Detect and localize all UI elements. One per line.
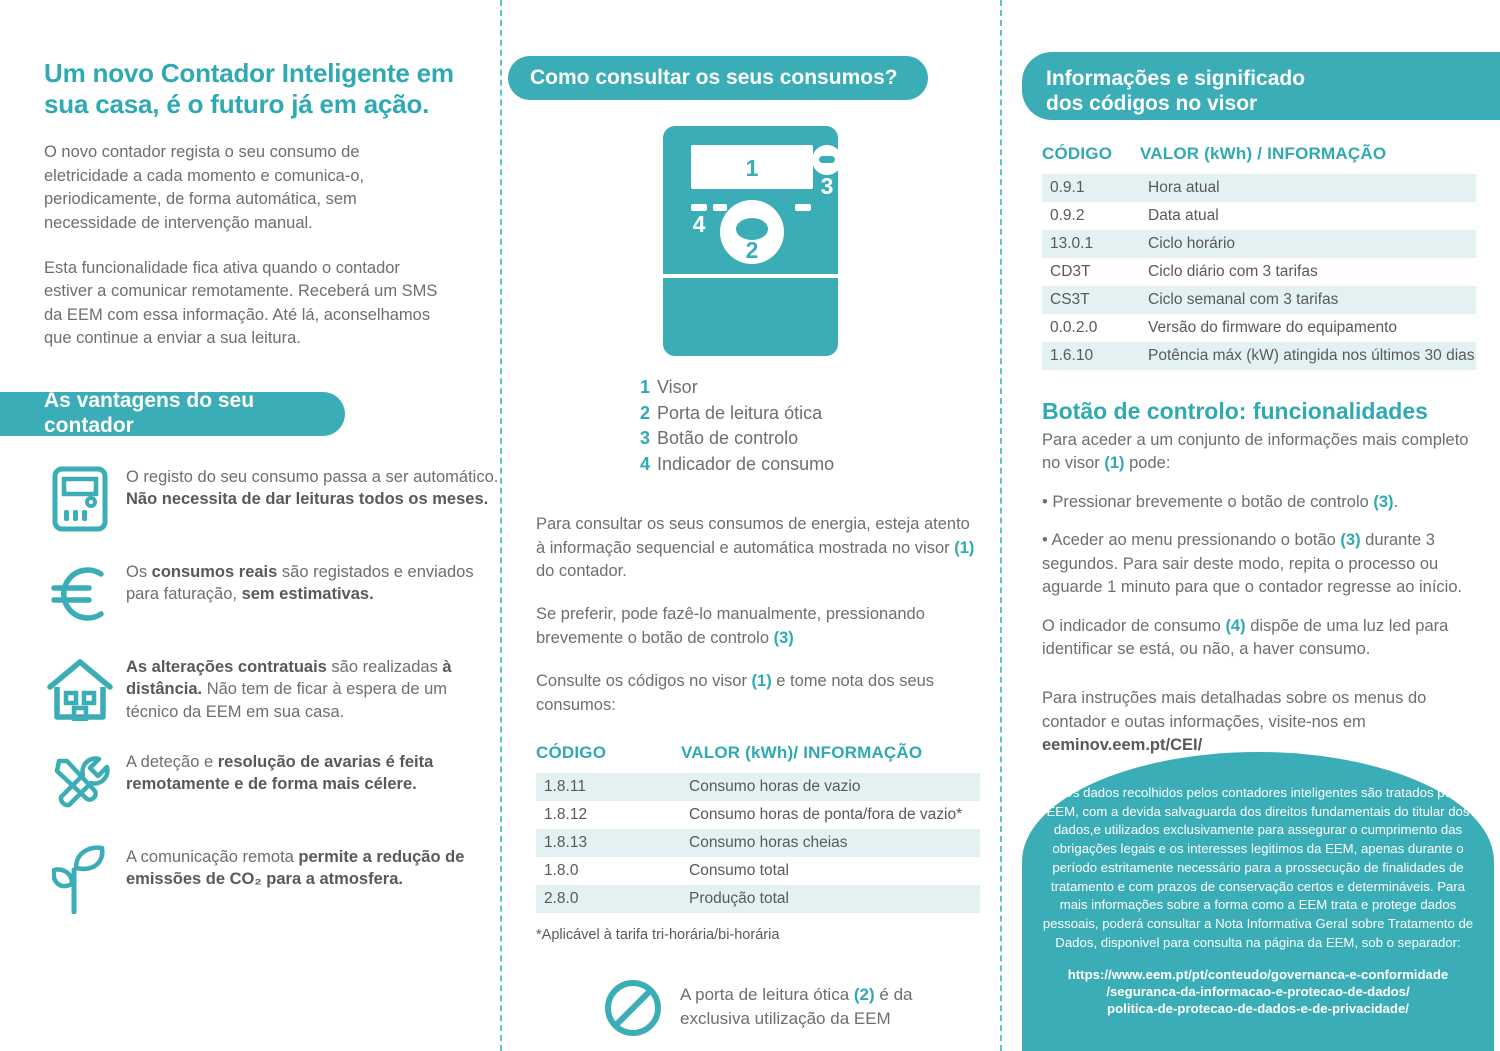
cell-code: 1.8.13 [536,829,681,857]
advantage-text-bold: permite a redução de emissões de CO₂ para a atmosfera. [126,847,465,889]
bullet-1-b: . [1393,492,1399,511]
table-row [1042,258,1476,286]
cell-value: Potência máx (kW) atingida nos últimos 30 dias [1140,342,1476,370]
advantages-list [0,462,500,916]
table-row [536,885,980,913]
optical-port-note-text [662,979,980,1030]
intro-paragraph-2: Esta funcionalidade fica ativa quando o contador estiver a comunicar remotamente. Receberá um SMS da EEM com essa informação. Até lá, aconselhamos que continue a enviar a sua leitura. [44,259,438,348]
legend-label: Visor [657,377,698,397]
column-header-value: VALOR (kWh) / INFORMAÇÃO [1140,144,1387,163]
cell-code: 13.0.1 [1042,230,1140,258]
legend-label: Botão de controlo [657,428,799,449]
middle-paragraph-3-a: Consulte os códigos no visor [536,672,752,691]
privacy-policy-url-line-1: https://www.eem.pt/pt/conteudo/governanca-e-conformidade [1067,966,1449,982]
prohibition-icon [604,979,662,1042]
advantage-text-bold: consumos reais [151,562,278,581]
cell-value: Versão do firmware do equipamento [1148,319,1398,336]
column-header-code: CÓDIGO [536,743,607,763]
cell-code: 1.8.0 [544,862,579,880]
cell-code: CD3T [1050,263,1091,280]
middle-paragraph-1-a: Para consultar os seus consumos de energia, esteja atento à informação sequencial e automática mostrada no visor [536,515,970,557]
display-codes-table [1042,144,1476,370]
cell-value: Consumo horas de vazio [681,773,980,801]
svg-text:1: 1 [745,155,758,181]
headline-line-1: Um novo Contador Inteligente em [44,58,454,88]
cell-code: 0.9.2 [1050,207,1085,224]
middle-paragraph-2 [536,603,980,650]
ref-optical-port: (2) [853,985,875,1005]
advantage-text-normal-2: são registados e enviados para faturação, [126,562,474,604]
legend-item [640,401,1000,427]
advantage-item [0,557,500,631]
advantage-text-bold: resolução de avarias é feita remotamente e de forma mais célere. [126,752,434,794]
cell-code: 0.9.1 [1042,174,1140,202]
svg-text:4: 4 [692,211,705,237]
plant-icon [44,842,116,916]
legend-item [640,375,1000,401]
privacy-policy-url-line-3: politica-de-protecao-de-dados-e-de-privacidade/ [1107,1000,1409,1016]
advantage-item [0,747,500,821]
advantage-text-normal: A deteção e [126,752,218,771]
intro-a: Para aceder a um conjunto de informações mais completo no visor [1042,431,1469,473]
control-button-section-title: Botão de controlo: funcionalidades [1042,398,1428,424]
table-header-row [1042,144,1476,174]
legend-number: 3 [640,428,651,449]
table-row [536,773,980,801]
control-button-bullet-1 [1042,491,1476,514]
middle-heading [508,56,928,100]
intro-paragraph-1: O novo contador regista o seu consumo de eletricidade a cada momento e comunica-o, periodicamente, de forma automática, sem necessidade de intervenção manual. [44,143,365,232]
table-row [1042,342,1476,370]
legend-item [640,452,1000,478]
advantage-text [116,557,500,606]
legend-number: 2 [640,402,651,423]
advantage-text [116,462,500,511]
ref-display: (1) [1104,454,1125,473]
svg-text:2: 2 [745,237,758,263]
cell-value: Ciclo diário com 3 tarifas [1148,263,1318,280]
table-footnote: *Aplicável à tarifa tri-horária/bi-horária [536,927,780,944]
advantage-item [0,842,500,916]
led-indicator-paragraph [1042,615,1476,662]
advantage-text [116,747,500,796]
column-left [0,0,500,1051]
cell-code: CS3T [1042,286,1140,314]
led-b: dispõe de uma luz led para identificar se está, ou não, a haver consumo. [1042,616,1449,658]
right-heading [1022,52,1500,120]
table-row [1042,286,1476,314]
visit-website-paragraph [1042,687,1476,757]
ban-note-a: A porta de leitura ótica [680,985,854,1005]
table-row [536,857,980,885]
table-row [1042,314,1476,342]
cell-code: 1.8.11 [536,773,681,801]
meter-illustration [500,126,1000,361]
cell-value: Ciclo horário [1140,230,1476,258]
table-row [536,829,980,857]
middle-paragraph-1 [536,513,980,583]
house-icon [44,652,116,726]
control-button-intro [1042,429,1476,476]
website-url: eeminov.eem.pt/CEI/ [1042,736,1203,755]
advantages-heading-label: As vantagens do seu contador [44,389,255,438]
right-heading-line-2: dos códigos no visor [1046,92,1258,116]
cell-value: Produção total [681,885,980,913]
cell-code: 0.0.2.0 [1050,319,1098,336]
legend-number: 1 [640,377,651,397]
cell-value: Hora atual [1140,174,1476,202]
table-row [1042,230,1476,258]
column-middle [500,0,1000,1051]
advantage-text-bold-2: à distância. [126,657,452,699]
advantage-item [0,652,500,726]
cell-code: 2.8.0 [536,885,681,913]
intro-b: pode: [1124,454,1171,473]
table-row [1042,202,1476,230]
cell-code: 1.6.10 [1042,342,1140,370]
middle-paragraph-3-b: e tome nota dos seus consumos: [536,672,935,714]
advantage-text-bold-2: sem estimativas. [241,585,374,604]
euro-icon [44,557,116,631]
headline-line-2: sua casa, é o futuro já em ação. [44,89,430,120]
middle-paragraph-2-a: Se preferir, pode fazê-lo manualmente, pressionando brevemente o botão de controlo [536,605,925,647]
consumption-codes-table [536,743,980,913]
advantage-text-bold: Não necessita de dar leituras todos os meses. [126,490,489,509]
tools-icon [44,747,116,821]
advantage-text-normal: A comunicação remota [126,847,299,866]
cell-value: Ciclo semanal com 3 tarifas [1140,286,1476,314]
legend-item [640,426,1000,452]
ref-control-button-2: (3) [1340,531,1361,550]
cell-value: Consumo total [689,862,789,880]
advantage-text-normal: são realizadas [326,657,443,676]
table-header-row [536,743,980,773]
advantage-item [0,462,500,536]
advantage-text-normal-2: Não tem de ficar à espera de um técnico da EEM em sua casa. [126,680,447,721]
optical-port-note [536,979,980,1042]
right-heading-line-1: Informações e significado [1046,67,1306,90]
advantage-text [116,652,500,723]
advantage-text-normal: O registo do seu consumo passa a ser automático. [126,467,499,486]
advantage-text [116,842,500,891]
ref-control-button: (3) [1373,492,1394,511]
ref-control-button: (3) [773,628,794,647]
middle-heading-label: Como consultar os seus consumos? [530,65,898,89]
ref-display: (1) [954,538,975,557]
meter-legend [640,375,1000,477]
cell-value: Data atual [1148,207,1219,224]
legend-label: Porta de leitura ótica [657,402,823,423]
middle-paragraph-1-b: do contador. [536,562,627,581]
led-a: O indicador de consumo [1042,616,1226,635]
svg-text:3: 3 [820,173,833,199]
page-title [44,58,460,120]
control-button-bullet-2 [1042,529,1476,599]
column-header-code: CÓDIGO [1042,144,1113,163]
bullet-2-a: • Aceder ao menu pressionando o botão [1042,531,1341,550]
column-header-value: VALOR (kWh)/ INFORMAÇÃO [681,743,923,763]
meter-icon [44,462,116,536]
privacy-policy-url[interactable] [1042,966,1474,1017]
ref-display-2: (1) [751,672,772,691]
table-row [1042,174,1476,202]
privacy-footer [1022,752,1494,1051]
legend-number: 4 [640,453,651,474]
privacy-footer-text: * Os dados recolhidos pelos contadores inteligentes são tratados pela EEM, com a devida salvaguarda dos direitos fundamentais do titular dos dados,e utilizados exclusivamente para assegurar o cumprimento das obrigações legais e os interesses legitimos da EEM, apenas durante o período estritamente necessário para a prossecução de finalidades de tratamento e com prazos de conservação certos e determináveis. Para mais informações sobre a forma como a EEM trata e protege dados pessoais, poderá consultar a Nota Informativa Geral sobre Tratamento de Dados, disponivel para consulta na página da EEM, sob o separador: [1042,785,1474,950]
advantage-text-bold: As alterações contratuais [126,657,327,676]
privacy-policy-url-line-2: /seguranca-da-informacao-e-protecao-de-dados/ [1106,983,1410,999]
visit-a: Para instruções mais detalhadas sobre os menus do contador e outas informações, visite-nos em [1042,689,1427,731]
cell-value: Consumo horas de ponta/fora de vazio* [689,806,963,824]
bullet-1-a: • Pressionar brevemente o botão de controlo [1042,492,1374,511]
bullet-2-b: durante 3 segundos. Para sair deste modo, repita o processo ou aguarde 1 minuto para que o contador regresse ao início. [1042,531,1463,597]
legend-label: Indicador de consumo [657,453,835,474]
cell-value: Consumo horas cheias [681,829,980,857]
ban-note-b: é da exclusiva utilização da EEM [680,985,913,1028]
advantages-heading [0,389,345,438]
cell-code: 1.8.12 [544,806,588,824]
ref-consumption-indicator: (4) [1225,616,1246,635]
middle-paragraph-3 [536,670,980,717]
advantage-text-normal: Os [126,562,152,581]
table-row [536,801,980,829]
